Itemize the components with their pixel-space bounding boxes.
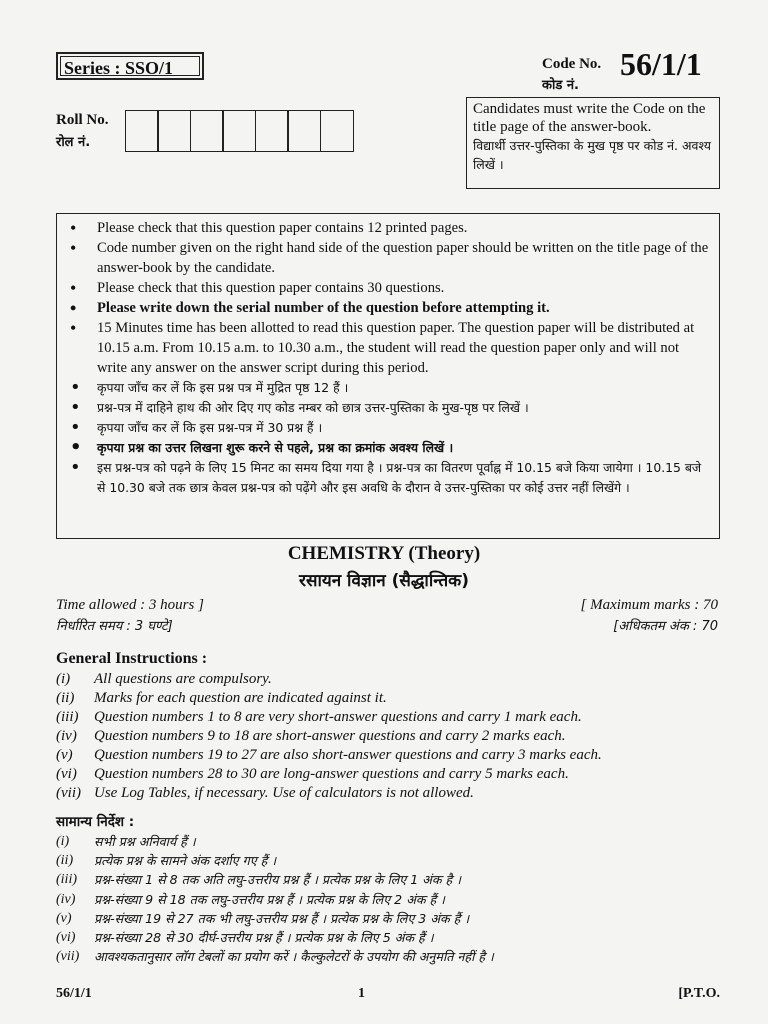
instruction-item: • Please check that this question paper contains 30 questions. [67, 278, 711, 298]
instruction-numeral: (vi) [56, 930, 76, 946]
instruction-text: प्रश्न-संख्या 19 से 27 तक भी लघु-उत्तरीय प्रश्न हैं । प्रत्येक प्रश्न के लिए 3 अंक हैं । [94, 910, 470, 926]
instruction-numeral: (i) [56, 834, 70, 849]
roll-number-box[interactable] [125, 110, 159, 152]
hindi-instruction-item [56, 832, 494, 851]
instructions-list [67, 218, 711, 498]
footer-code: 56/1/1 [56, 986, 92, 1001]
instruction-text: Question numbers 28 to 30 are long-answer questions and carry 5 marks each. [94, 766, 569, 782]
instruction-numeral: (iv) [56, 891, 76, 907]
instruction-numeral: (iii) [56, 709, 79, 725]
code-label: Code No. [542, 56, 602, 72]
code-number: 56/1/1 [620, 46, 702, 82]
hindi-instructions-heading: सामान्य निर्देश : [56, 814, 135, 830]
general-instruction-item [56, 689, 602, 708]
instruction-numeral: (ii) [56, 690, 75, 706]
instruction-text: Question numbers 19 to 27 are also short-answer questions and carry 3 marks each. [94, 747, 602, 763]
instruction-numeral: (iii) [56, 872, 77, 888]
instruction-numeral: (vi) [56, 766, 77, 782]
general-instruction-item [56, 708, 602, 727]
hindi-instruction-item [56, 890, 494, 909]
subject-title: CHEMISTRY (Theory) [287, 543, 481, 564]
code-label-hindi: कोड नं. [542, 78, 579, 93]
candidate-note-english: Candidates must write the Code on the title page of the answer-book. [473, 101, 706, 135]
roll-number-box[interactable] [287, 110, 321, 152]
general-instruction-item [56, 746, 602, 765]
instruction-text: प्रश्न-संख्या 28 से 30 दीर्घ-उत्तरीय प्रश्न हैं । प्रत्येक प्रश्न के लिए 5 अंक हैं । [94, 930, 434, 946]
instruction-item: • इस प्रश्न-पत्र को पढ़ने के लिए 15 मिनट का समय दिया गया है । प्रश्न-पत्र का वितरण पूर्वाह्न में 10.15 बजे किया जायेगा । 10.15 बजे से 10.30 बजे तक छात्र केवल प्रश्न-पत्र को पढ़ेंगे और इस अवधि के दौरान वे उत्तर-पुस्तिका पर कोई उत्तर नहीं लिखेंगे । [67, 458, 711, 498]
instructions-box [56, 213, 720, 539]
instruction-text: Question numbers 1 to 8 are very short-answer questions and carry 1 mark each. [94, 709, 582, 725]
maximum-marks: [ Maximum marks : 70 [580, 597, 718, 613]
general-instruction-item [56, 765, 602, 784]
hindi-instruction-item [56, 947, 494, 966]
hindi-instruction-item [56, 870, 494, 889]
instruction-numeral: (i) [56, 671, 71, 687]
hindi-instruction-item [56, 851, 494, 870]
hindi-instruction-item [56, 909, 494, 928]
instruction-text: Marks for each question are indicated against it. [94, 690, 387, 706]
instruction-text: प्रश्न-संख्या 1 से 8 तक अति लघु-उत्तरीय प्रश्न हैं । प्रत्येक प्रश्न के लिए 1 अंक है । [94, 872, 462, 888]
instruction-text: सभी प्रश्न अनिवार्य हैं । [94, 834, 196, 849]
roll-number-box[interactable] [190, 110, 224, 152]
maximum-marks-hindi: [अधिकतम अंक : 70 [613, 619, 718, 634]
roll-number-boxes [126, 110, 354, 152]
instruction-item: • प्रश्न-पत्र में दाहिने हाथ की ओर दिए गए कोड नम्बर को छात्र उत्तर-पुस्तिका के मुख-पृष्ठ पर लिखें । [67, 398, 711, 418]
instruction-numeral: (vii) [56, 949, 80, 965]
instruction-text: आवश्यकतानुसार लॉग टेबलों का प्रयोग करें । कैल्कुलेटरों के उपयोग की अनुमति नहीं है । [94, 949, 494, 965]
general-instruction-item [56, 784, 602, 803]
instruction-item: • Code number given on the right hand side of the question paper should be written on the title page of the answer-book by the candidate. [67, 238, 711, 278]
general-instructions-heading: General Instructions : [56, 650, 208, 667]
instruction-item: • Please write down the serial number of the question before attempting it. [67, 298, 711, 318]
instruction-numeral: (ii) [56, 853, 74, 869]
instruction-text: All questions are compulsory. [94, 671, 272, 687]
instruction-text: प्रश्न-संख्या 9 से 18 तक लघु-उत्तरीय प्रश्न हैं । प्रत्येक प्रश्न के लिए 2 अंक हैं । [94, 891, 445, 907]
candidate-note-hindi: विद्यार्थी उत्तर-पुस्तिका के मुख पृष्ठ पर कोड नं. अवश्य लिखें । [473, 138, 712, 172]
roll-number-label-hindi: रोल नं. [56, 135, 91, 150]
instruction-item: • Please check that this question paper contains 12 printed pages. [67, 218, 711, 238]
instruction-text: Use Log Tables, if necessary. Use of calculators is not allowed. [94, 785, 474, 801]
instruction-text: प्रत्येक प्रश्न के सामने अंक दर्शाए गए हैं । [94, 853, 277, 869]
general-instructions-list [56, 670, 602, 803]
instruction-numeral: (v) [56, 747, 73, 763]
instruction-numeral: (v) [56, 910, 72, 926]
roll-number-box[interactable] [157, 110, 191, 152]
time-allowed: Time allowed : 3 hours ] [56, 597, 204, 613]
roll-number-box[interactable] [320, 110, 354, 152]
pto-label: [P.T.O. [678, 986, 720, 1001]
instruction-numeral: (iv) [56, 728, 77, 744]
roll-number-label: Roll No. [56, 112, 109, 128]
roll-number-box[interactable] [222, 110, 256, 152]
instruction-numeral: (vii) [56, 785, 81, 801]
instruction-item: • 15 Minutes time has been allotted to read this question paper. The question paper will be distributed at 10.15 a.m. From 10.15 a.m. to 10.30 a.m., the student will read the question paper only and will not write any answer on the answer script during this period. [67, 318, 711, 378]
instruction-text: Question numbers 9 to 18 are short-answer questions and carry 2 marks each. [94, 728, 566, 744]
hindi-instruction-item [56, 928, 494, 947]
series-label: Series : SSO/1 [56, 52, 204, 80]
general-instruction-item [56, 670, 602, 689]
hindi-instructions-list [56, 832, 494, 966]
page-number: 1 [358, 986, 365, 1001]
instruction-item: • कृपया प्रश्न का उत्तर लिखना शुरू करने से पहले, प्रश्न का क्रमांक अवश्य लिखें । [67, 438, 711, 458]
candidate-code-note [466, 97, 720, 189]
instruction-item: • कृपया जाँच कर लें कि इस प्रश्न-पत्र में 30 प्रश्न हैं । [67, 418, 711, 438]
subject-title-hindi: रसायन विज्ञान (सैद्धान्तिक) [299, 571, 469, 591]
instruction-item: • कृपया जाँच कर लें कि इस प्रश्न पत्र में मुद्रित पृष्ठ 12 हैं । [67, 378, 711, 398]
time-allowed-hindi: निर्धारित समय : 3 घण्टे] [56, 619, 173, 634]
roll-number-box[interactable] [255, 110, 289, 152]
general-instruction-item [56, 727, 602, 746]
